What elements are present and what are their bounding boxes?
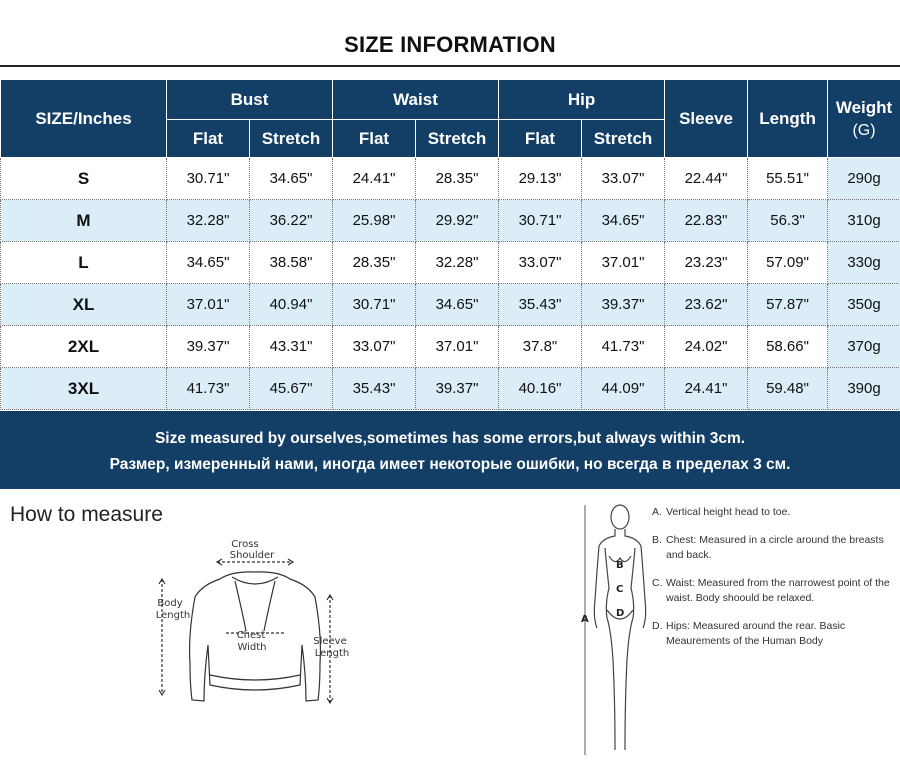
note-d-letter: D. bbox=[652, 620, 663, 632]
hip-flat-cell: 33.07" bbox=[499, 242, 582, 284]
hip-stretch-cell: 39.37" bbox=[582, 284, 665, 326]
size-cell: 2XL bbox=[1, 326, 167, 368]
table-row bbox=[1, 242, 900, 284]
size-chart-table bbox=[0, 79, 900, 410]
sleeve-header: Sleeve bbox=[665, 80, 748, 158]
note-c bbox=[652, 576, 892, 606]
length-cell: 59.48" bbox=[748, 368, 828, 410]
body-outline bbox=[605, 548, 635, 750]
body-length-label: Length bbox=[155, 610, 191, 621]
bust-flat-cell: 41.73" bbox=[167, 368, 250, 410]
table-row bbox=[1, 158, 900, 200]
sleeve-cell: 23.23" bbox=[665, 242, 748, 284]
sweater-hem bbox=[210, 675, 300, 680]
bust-stretch-cell: 43.31" bbox=[250, 326, 333, 368]
sleeve-cell: 24.02" bbox=[665, 326, 748, 368]
weight-cell: 310g bbox=[828, 200, 900, 242]
note-b-text: Chest: Measured in a circle around the breasts and back. bbox=[666, 534, 884, 561]
size-cell: L bbox=[1, 242, 167, 284]
weight-cell: 330g bbox=[828, 242, 900, 284]
note-c-text: Waist: Measured from the narrowest point of the waist. Body shoould be relaxed. bbox=[666, 577, 890, 604]
note-c-letter: C. bbox=[652, 577, 663, 589]
hip-flat-cell: 35.43" bbox=[499, 284, 582, 326]
bust-stretch-cell: 36.22" bbox=[250, 200, 333, 242]
waist-header: Waist bbox=[333, 80, 499, 120]
point-c-label: C bbox=[616, 584, 624, 595]
shoulder-label: Shoulder bbox=[229, 550, 275, 561]
weight-header bbox=[828, 80, 900, 158]
bust-stretch-cell: 45.67" bbox=[250, 368, 333, 410]
size-column-header: SIZE/Inches bbox=[1, 80, 167, 158]
table-row bbox=[1, 368, 900, 410]
length-header: Length bbox=[748, 80, 828, 158]
hip-stretch-cell: 44.09" bbox=[582, 368, 665, 410]
how-to-measure-title: How to measure bbox=[10, 503, 163, 526]
table-row bbox=[1, 284, 900, 326]
bust-flat-header: Flat bbox=[167, 120, 250, 158]
waist-stretch-header: Stretch bbox=[416, 120, 499, 158]
notice-english: Size measured by ourselves,sometimes has some errors,but always within 3cm. bbox=[154, 430, 746, 447]
note-a bbox=[652, 505, 892, 520]
sleeve-cell: 22.44" bbox=[665, 158, 748, 200]
weight-cell: 350g bbox=[828, 284, 900, 326]
sleeve-cell: 22.83" bbox=[665, 200, 748, 242]
body-label: Body bbox=[157, 598, 183, 609]
size-cell: S bbox=[1, 158, 167, 200]
note-a-text: Vertical height head to toe. bbox=[666, 506, 791, 518]
sweater-diagram bbox=[140, 535, 370, 735]
page-title: SIZE INFORMATION bbox=[344, 32, 556, 57]
sleeve-length-label: Length bbox=[314, 648, 350, 659]
waist-flat-cell: 35.43" bbox=[333, 368, 416, 410]
size-cell: 3XL bbox=[1, 368, 167, 410]
bust-flat-cell: 37.01" bbox=[167, 284, 250, 326]
bust-header: Bust bbox=[167, 80, 333, 120]
waist-stretch-cell: 29.92" bbox=[416, 200, 499, 242]
hip-flat-cell: 29.13" bbox=[499, 158, 582, 200]
hip-stretch-cell: 37.01" bbox=[582, 242, 665, 284]
waist-flat-cell: 30.71" bbox=[333, 284, 416, 326]
weight-header-unit: (G) bbox=[852, 121, 876, 139]
hip-flat-cell: 30.71" bbox=[499, 200, 582, 242]
length-cell: 57.09" bbox=[748, 242, 828, 284]
waist-stretch-cell: 37.01" bbox=[416, 326, 499, 368]
sleeve-cell: 23.62" bbox=[665, 284, 748, 326]
bust-flat-cell: 34.65" bbox=[167, 242, 250, 284]
hip-header: Hip bbox=[499, 80, 665, 120]
chest-label: Chest bbox=[236, 630, 266, 641]
waist-flat-cell: 25.98" bbox=[333, 200, 416, 242]
waist-stretch-cell: 39.37" bbox=[416, 368, 499, 410]
waist-flat-cell: 33.07" bbox=[333, 326, 416, 368]
length-cell: 57.87" bbox=[748, 284, 828, 326]
hip-stretch-header: Stretch bbox=[582, 120, 665, 158]
waist-flat-header: Flat bbox=[333, 120, 416, 158]
bust-stretch-cell: 38.58" bbox=[250, 242, 333, 284]
point-a-label: A bbox=[581, 614, 589, 625]
waist-stretch-cell: 28.35" bbox=[416, 158, 499, 200]
point-b-label: B bbox=[616, 560, 624, 571]
sleeve-cell: 24.41" bbox=[665, 368, 748, 410]
waist-flat-cell: 28.35" bbox=[333, 242, 416, 284]
cross-label: Cross bbox=[231, 539, 259, 550]
weight-cell: 390g bbox=[828, 368, 900, 410]
waist-stretch-cell: 34.65" bbox=[416, 284, 499, 326]
hip-flat-cell: 40.16" bbox=[499, 368, 582, 410]
hip-stretch-cell: 41.73" bbox=[582, 326, 665, 368]
sweater-collar bbox=[232, 577, 278, 584]
note-d bbox=[652, 619, 892, 649]
bust-flat-cell: 30.71" bbox=[167, 158, 250, 200]
note-a-letter: A. bbox=[652, 506, 662, 518]
measurement-notice bbox=[0, 411, 900, 489]
point-d-label: D bbox=[616, 608, 625, 619]
bust-flat-cell: 39.37" bbox=[167, 326, 250, 368]
bust-stretch-cell: 34.65" bbox=[250, 158, 333, 200]
hip-stretch-cell: 33.07" bbox=[582, 158, 665, 200]
hip-stretch-cell: 34.65" bbox=[582, 200, 665, 242]
size-cell: XL bbox=[1, 284, 167, 326]
weight-cell: 370g bbox=[828, 326, 900, 368]
bust-flat-cell: 32.28" bbox=[167, 200, 250, 242]
note-b-letter: B. bbox=[652, 534, 662, 546]
length-cell: 58.66" bbox=[748, 326, 828, 368]
note-d-text: Hips: Measured around the rear. Basic Meaurements of the Human Body bbox=[666, 620, 846, 647]
waist-stretch-cell: 32.28" bbox=[416, 242, 499, 284]
hip-flat-header: Flat bbox=[499, 120, 582, 158]
size-cell: M bbox=[1, 200, 167, 242]
hip-flat-cell: 37.8" bbox=[499, 326, 582, 368]
table-row bbox=[1, 200, 900, 242]
head-outline bbox=[611, 505, 629, 529]
note-b bbox=[652, 533, 892, 563]
length-cell: 55.51" bbox=[748, 158, 828, 200]
measure-notes bbox=[652, 505, 892, 662]
title-underline bbox=[0, 65, 900, 67]
sweater-inner-neck bbox=[235, 581, 275, 631]
waist-flat-cell: 24.41" bbox=[333, 158, 416, 200]
length-cell: 56.3" bbox=[748, 200, 828, 242]
bust-stretch-header: Stretch bbox=[250, 120, 333, 158]
notice-russian: Размер, измеренный нами, иногда имеет некоторые ошибки, но всегда в пределах 3 см. bbox=[109, 456, 791, 473]
weight-header-label: Weight bbox=[835, 97, 893, 117]
weight-cell: 290g bbox=[828, 158, 900, 200]
bust-stretch-cell: 40.94" bbox=[250, 284, 333, 326]
table-row bbox=[1, 326, 900, 368]
sleeve-label: Sleeve bbox=[313, 636, 347, 647]
chest-width-label: Width bbox=[237, 642, 267, 653]
